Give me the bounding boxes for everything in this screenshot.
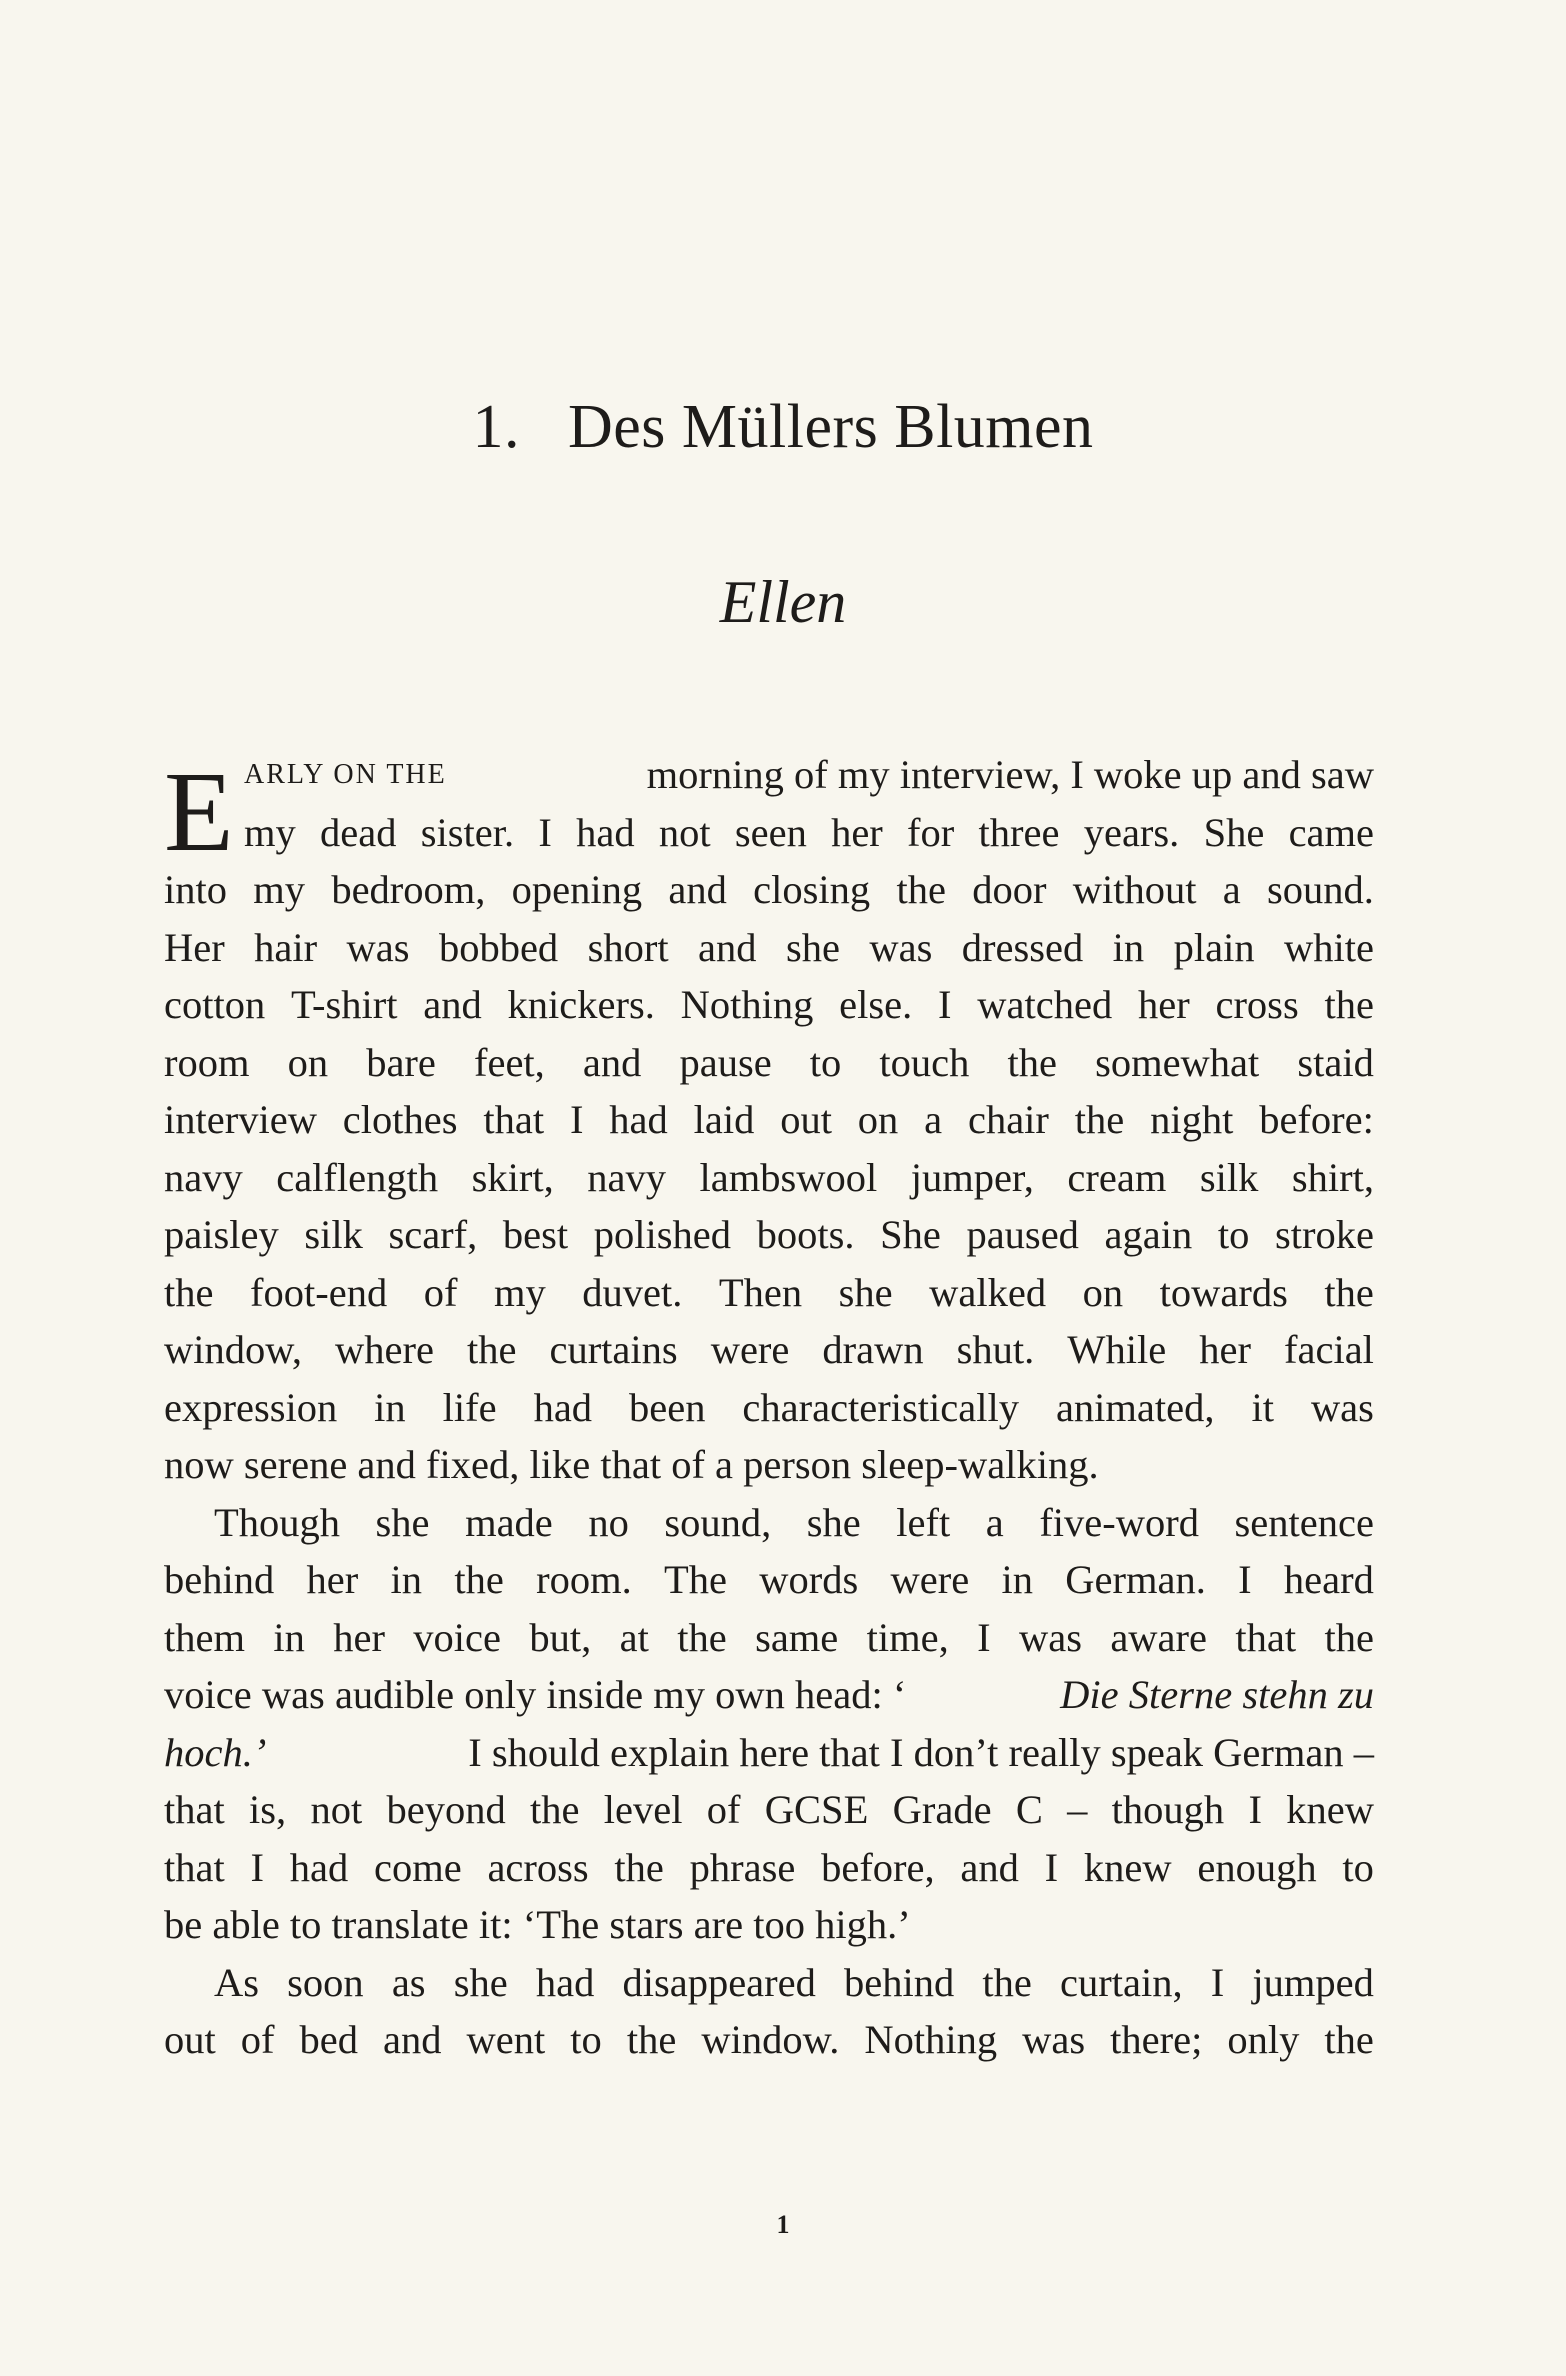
- word: to: [1342, 1844, 1374, 1890]
- word: GCSE: [764, 1787, 869, 1832]
- word: paused: [966, 1212, 1079, 1257]
- text-line: [164, 1954, 1374, 2012]
- word: touch: [879, 1039, 970, 1085]
- word: a: [924, 1097, 943, 1142]
- word: Her: [164, 924, 225, 970]
- word: into: [164, 867, 228, 912]
- word: were: [710, 1327, 790, 1372]
- text-line: [164, 1781, 1374, 1839]
- word: voice: [413, 1614, 502, 1660]
- word: her: [831, 809, 883, 855]
- text-line: [164, 1724, 1374, 1782]
- word: knew: [1286, 1787, 1374, 1832]
- word: the: [1324, 1614, 1374, 1660]
- word: curtain,: [1060, 1959, 1183, 2005]
- word: plain: [1173, 924, 1255, 970]
- word: phrase: [689, 1844, 796, 1890]
- word: laid: [693, 1097, 755, 1142]
- word: to: [1217, 1212, 1250, 1257]
- word: facial: [1284, 1327, 1374, 1372]
- word: made: [465, 1499, 553, 1545]
- word: the: [626, 2017, 677, 2062]
- word: had: [533, 1384, 593, 1430]
- word: behind: [164, 1557, 275, 1602]
- word: I: [250, 1844, 264, 1890]
- word: not: [310, 1787, 363, 1832]
- word: in: [1112, 924, 1145, 970]
- word: in: [390, 1557, 423, 1602]
- word: knickers.: [507, 982, 655, 1027]
- word: scarf,: [388, 1212, 478, 1257]
- word: bedroom,: [331, 867, 486, 912]
- word: foot-end: [250, 1269, 388, 1315]
- text-line: [164, 1091, 1374, 1149]
- word: before,: [821, 1844, 935, 1890]
- word: was: [869, 924, 933, 970]
- word: night: [1150, 1097, 1234, 1142]
- word: the: [677, 1614, 727, 1660]
- word: I: [538, 809, 552, 855]
- word: was: [1018, 1614, 1082, 1660]
- word: came: [1288, 809, 1374, 855]
- word: lambswool: [699, 1154, 878, 1200]
- word: it: [1251, 1384, 1274, 1430]
- word: The: [663, 1557, 727, 1602]
- word: cream: [1067, 1154, 1167, 1200]
- word: were: [890, 1557, 970, 1602]
- word: the: [1324, 1269, 1374, 1315]
- word: Though: [214, 1499, 340, 1545]
- word: time,: [866, 1614, 949, 1660]
- word: on: [1082, 1269, 1124, 1315]
- word: soon: [287, 1959, 364, 2005]
- word: Grade: [892, 1787, 992, 1832]
- word: disappeared: [622, 1959, 816, 2005]
- german-quote-end: hoch.’: [164, 1729, 267, 1775]
- word: drawn: [822, 1327, 924, 1372]
- word: left: [896, 1499, 951, 1545]
- word: a: [985, 1499, 1004, 1545]
- word: there;: [1110, 2017, 1203, 2062]
- word: the: [1324, 982, 1374, 1027]
- word: the: [1074, 1097, 1125, 1142]
- line-text: morning of my interview, I woke up and saw: [646, 752, 1374, 797]
- word: chair: [967, 1097, 1049, 1142]
- word: window,: [164, 1327, 302, 1372]
- word: again: [1104, 1212, 1193, 1257]
- narrator-heading: Ellen: [719, 569, 847, 635]
- word: she: [785, 924, 840, 970]
- word: was: [346, 924, 410, 970]
- text-line: [164, 1321, 1374, 1379]
- word: short: [587, 924, 669, 970]
- word: as: [391, 1959, 426, 2005]
- word: not: [658, 809, 711, 855]
- word: where: [335, 1327, 434, 1372]
- word: was: [1022, 2017, 1086, 2062]
- text-line: [164, 1149, 1374, 1207]
- word: had: [609, 1097, 668, 1142]
- text-line: [164, 1666, 1374, 1724]
- word: navy: [587, 1154, 666, 1200]
- word: she: [838, 1269, 893, 1315]
- word: dressed: [961, 924, 1084, 970]
- word: cross: [1215, 982, 1299, 1027]
- text-line: [164, 1264, 1374, 1322]
- word: and: [423, 982, 482, 1027]
- word: sentence: [1234, 1499, 1374, 1545]
- word: I: [1210, 1959, 1225, 2005]
- text-line: [164, 1379, 1374, 1437]
- word: enough: [1197, 1844, 1317, 1890]
- word: without: [1072, 867, 1197, 912]
- word: I: [1238, 1557, 1252, 1602]
- word: five-word: [1039, 1499, 1199, 1545]
- word: opening: [511, 867, 643, 912]
- word: for: [907, 809, 955, 855]
- word: had: [289, 1844, 349, 1890]
- word: my: [244, 809, 296, 855]
- word: she: [375, 1499, 430, 1545]
- word: across: [487, 1844, 589, 1890]
- word: paisley: [164, 1212, 279, 1257]
- word: animated,: [1055, 1384, 1215, 1430]
- word: shut.: [956, 1327, 1035, 1372]
- word: closing: [753, 867, 871, 912]
- word: pause: [679, 1039, 772, 1085]
- word: bobbed: [438, 924, 559, 970]
- text-line: [164, 1609, 1374, 1667]
- word: that: [483, 1097, 545, 1142]
- word: sound,: [664, 1499, 772, 1545]
- word: Nothing: [680, 982, 814, 1027]
- word: of: [706, 1787, 741, 1832]
- line-text: I should explain here that I don’t really speak German –: [468, 1729, 1374, 1775]
- word: window.: [701, 2017, 840, 2062]
- text-line: now serene and fixed, like that of a person sleep-walking.: [164, 1442, 1099, 1487]
- word: of: [423, 1269, 458, 1315]
- word: Then: [718, 1269, 803, 1315]
- word: polished: [593, 1212, 731, 1257]
- word: As: [214, 1959, 260, 2005]
- word: silk: [1199, 1154, 1259, 1200]
- word: come: [373, 1844, 462, 1890]
- text-line: [164, 1206, 1374, 1264]
- chapter-title: Des Müllers Blumen: [567, 393, 1094, 461]
- word: but,: [529, 1614, 592, 1660]
- word: curtains: [549, 1327, 678, 1372]
- word: on: [287, 1039, 329, 1085]
- word: in: [374, 1384, 406, 1430]
- word: towards: [1159, 1269, 1288, 1315]
- word: the: [164, 1269, 214, 1315]
- word: been: [629, 1384, 706, 1430]
- small-caps-opening: ARLY ON THE: [244, 759, 447, 790]
- word: she: [453, 1959, 508, 2005]
- chapter-heading: [0, 392, 1566, 463]
- word: was: [1310, 1384, 1374, 1430]
- word: dead: [320, 809, 397, 855]
- word: out: [780, 1097, 832, 1142]
- german-quote: Die Sterne stehn zu: [1060, 1672, 1374, 1717]
- word: cotton: [164, 982, 266, 1027]
- word: calflength: [276, 1154, 439, 1200]
- text-line: [164, 861, 1374, 919]
- word: sister.: [420, 809, 515, 855]
- word: life: [442, 1384, 497, 1430]
- text-line: [164, 804, 1374, 862]
- word: in: [273, 1614, 305, 1660]
- word: stroke: [1274, 1212, 1374, 1257]
- text-line: [164, 976, 1374, 1034]
- word: German.: [1065, 1557, 1206, 1602]
- word: went: [466, 2017, 546, 2062]
- word: the: [454, 1557, 504, 1602]
- word: walked: [929, 1269, 1047, 1315]
- word: best: [502, 1212, 569, 1257]
- word: the: [982, 1959, 1032, 2005]
- text-line: [164, 1551, 1374, 1609]
- word: watched: [977, 982, 1113, 1027]
- word: room.: [536, 1557, 632, 1602]
- word: to: [570, 2017, 602, 2062]
- word: though: [1111, 1787, 1225, 1832]
- word: out: [164, 2017, 216, 2062]
- word: I: [1248, 1787, 1262, 1832]
- word: same: [755, 1614, 839, 1660]
- word: the: [896, 867, 946, 912]
- word: her: [1137, 982, 1190, 1027]
- word: bed: [299, 2017, 359, 2062]
- word: of: [240, 2017, 275, 2062]
- word: she: [806, 1499, 861, 1545]
- word: my: [493, 1269, 546, 1315]
- word: and: [383, 2017, 442, 2062]
- word: the: [614, 1844, 664, 1890]
- word: three: [978, 809, 1060, 855]
- word: skirt,: [471, 1154, 554, 1200]
- word: her: [306, 1557, 359, 1602]
- word: behind: [844, 1959, 955, 2005]
- word: room: [164, 1039, 250, 1085]
- word: years.: [1083, 809, 1180, 855]
- word: the: [1324, 2017, 1374, 2062]
- word: expression: [164, 1384, 338, 1430]
- word: I: [938, 982, 952, 1027]
- page-number: 1: [776, 2210, 790, 2239]
- word: at: [619, 1614, 649, 1660]
- word: had: [576, 809, 635, 855]
- word: navy: [164, 1154, 243, 1200]
- drop-cap: E: [164, 748, 234, 875]
- word: heard: [1283, 1557, 1374, 1602]
- word: hair: [254, 924, 318, 970]
- line-text: voice was audible only inside my own head: ‘: [164, 1672, 907, 1717]
- word: sound.: [1266, 867, 1374, 912]
- body-text: [164, 746, 1374, 2069]
- word: no: [588, 1499, 629, 1545]
- word: feet,: [473, 1039, 545, 1085]
- word: and: [668, 867, 727, 912]
- word: –: [1067, 1787, 1088, 1832]
- word: I: [977, 1614, 991, 1660]
- word: beyond: [386, 1787, 506, 1832]
- word: staid: [1297, 1039, 1374, 1085]
- word: somewhat: [1095, 1039, 1260, 1085]
- word: and: [960, 1844, 1019, 1890]
- word: She: [1203, 809, 1265, 855]
- word: my: [253, 867, 306, 912]
- word: else.: [839, 982, 913, 1027]
- word: them: [164, 1614, 245, 1660]
- word: that: [1235, 1614, 1297, 1660]
- word: clothes: [342, 1097, 458, 1142]
- word: While: [1067, 1327, 1167, 1372]
- word: level: [603, 1787, 683, 1832]
- word: jumper,: [910, 1154, 1034, 1200]
- word: only: [1227, 2017, 1300, 2062]
- word: the: [1007, 1039, 1057, 1085]
- text-line: be able to translate it: ‘The stars are too high.’: [164, 1902, 911, 1947]
- text-line: [164, 2011, 1374, 2069]
- word: words: [759, 1557, 859, 1602]
- word: to: [809, 1039, 842, 1085]
- word: silk: [304, 1212, 363, 1257]
- word: interview: [164, 1097, 317, 1142]
- word: the: [466, 1327, 517, 1372]
- word: in: [1001, 1557, 1033, 1602]
- word: that: [164, 1844, 225, 1890]
- text-line: [164, 1034, 1374, 1092]
- word: knew: [1083, 1844, 1172, 1890]
- text-line: [164, 1839, 1374, 1897]
- word: C: [1015, 1787, 1043, 1832]
- text-line: [164, 746, 1374, 804]
- word: a: [1222, 867, 1241, 912]
- word: door: [972, 867, 1047, 912]
- word: boots.: [756, 1212, 855, 1257]
- word: She: [880, 1212, 941, 1257]
- word: and: [582, 1039, 642, 1085]
- word: Nothing: [864, 2017, 998, 2062]
- word: aware: [1110, 1614, 1207, 1660]
- word: duvet.: [582, 1269, 683, 1315]
- chapter-number: 1.: [472, 393, 520, 461]
- word: that: [164, 1787, 225, 1832]
- word: shirt,: [1291, 1154, 1374, 1200]
- word: her: [333, 1614, 385, 1660]
- word: white: [1284, 924, 1374, 970]
- word: I: [569, 1097, 584, 1142]
- word: bare: [366, 1039, 436, 1085]
- word: characteristically: [742, 1384, 1019, 1430]
- text-line: [164, 1494, 1374, 1552]
- word: her: [1199, 1327, 1251, 1372]
- word: I: [1044, 1844, 1059, 1890]
- text-line: [164, 919, 1374, 977]
- word: is,: [249, 1787, 287, 1832]
- word: before:: [1259, 1097, 1374, 1142]
- word: had: [535, 1959, 595, 2005]
- word: seen: [734, 809, 807, 855]
- word: and: [698, 924, 757, 970]
- word: T-shirt: [291, 982, 398, 1027]
- word: on: [857, 1097, 899, 1142]
- word: jumped: [1252, 1959, 1374, 2005]
- word: the: [530, 1787, 580, 1832]
